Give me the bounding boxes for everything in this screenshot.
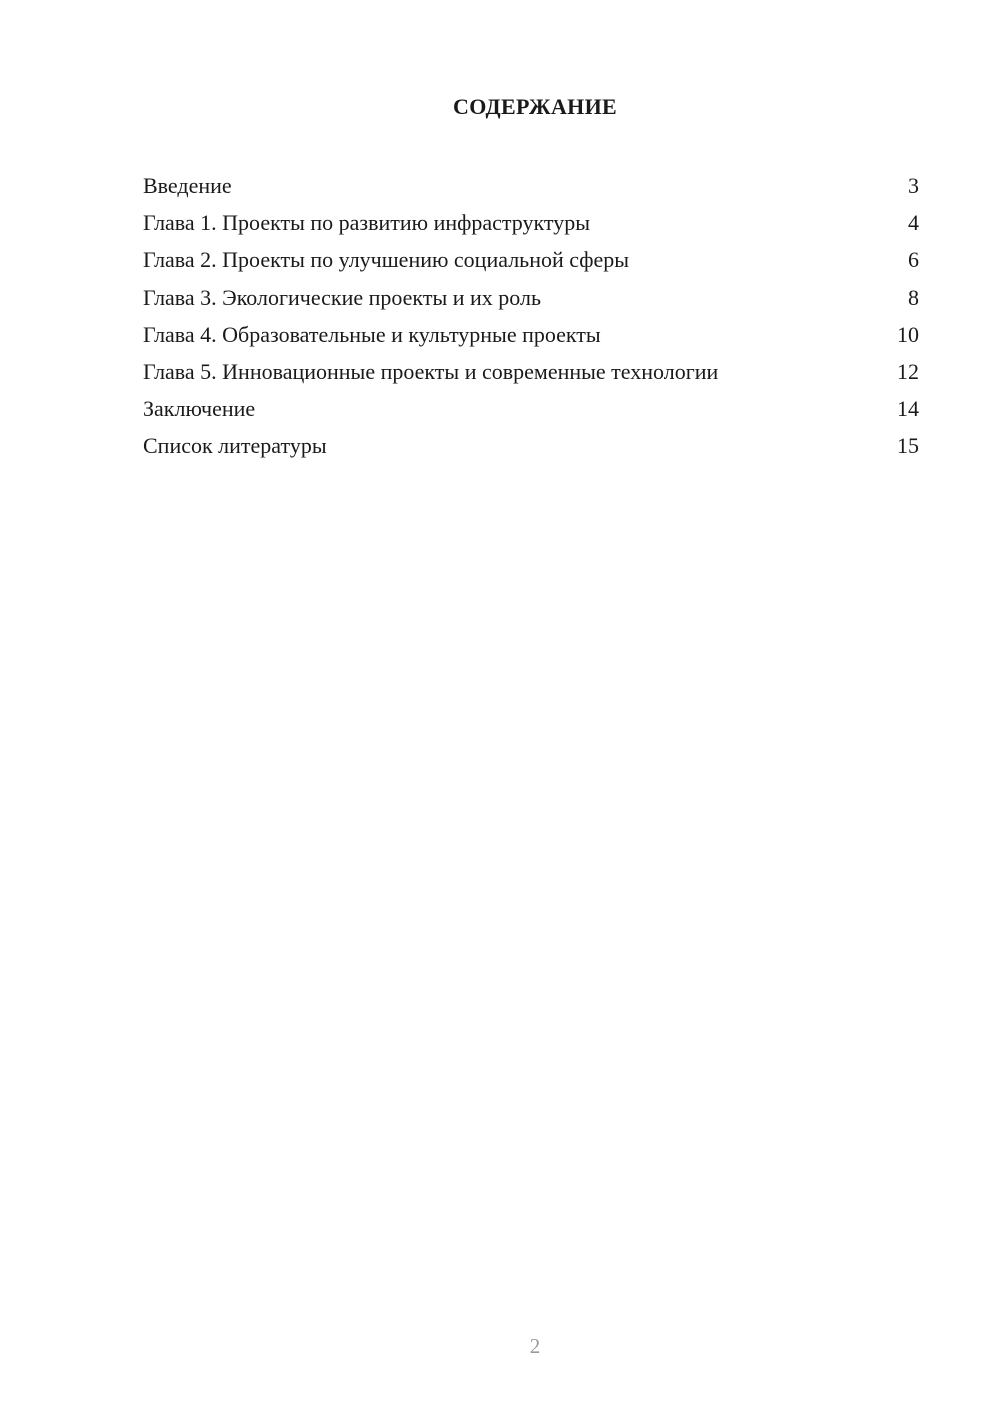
toc-entry-page: 12 [897, 358, 919, 384]
toc-entry-chapter-5[interactable] [143, 353, 919, 390]
toc-entry-page: 10 [897, 321, 919, 347]
toc-entry-page: 15 [897, 433, 919, 459]
toc-entry-label: Введение [143, 173, 232, 198]
toc-entry-chapter-4[interactable] [143, 316, 919, 353]
toc-entry-page: 8 [908, 284, 919, 310]
toc-entry-page: 14 [897, 396, 919, 422]
toc-entry-chapter-2[interactable] [143, 241, 919, 278]
toc-entry-label: Глава 2. Проекты по улучшению социальной сферы [143, 247, 630, 273]
toc-entry-page: 4 [908, 210, 919, 236]
toc-entry-bibliography[interactable] [143, 427, 919, 464]
toc-entry-conclusion[interactable] [143, 390, 919, 427]
table-of-contents [143, 167, 919, 465]
page-title: СОДЕРЖАНИЕ [453, 94, 617, 119]
toc-entry-label: Глава 5. Инновационные проекты и современные технологии [143, 358, 719, 384]
toc-entry-chapter-3[interactable] [143, 279, 919, 316]
toc-entry-introduction[interactable] [143, 167, 919, 204]
toc-entry-label: Список литературы [143, 433, 327, 459]
toc-entry-chapter-1[interactable] [143, 204, 919, 241]
toc-entry-label: Глава 1. Проекты по развитию инфраструктуры [143, 210, 591, 236]
toc-entry-page: 3 [908, 173, 919, 198]
page-number: 2 [529, 1334, 541, 1358]
toc-entry-label: Глава 4. Образовательные и культурные проекты [143, 321, 601, 347]
toc-entry-label: Глава 3. Экологические проекты и их роль [143, 284, 541, 310]
toc-entry-label: Заключение [143, 396, 256, 422]
toc-entry-page: 6 [908, 247, 919, 273]
